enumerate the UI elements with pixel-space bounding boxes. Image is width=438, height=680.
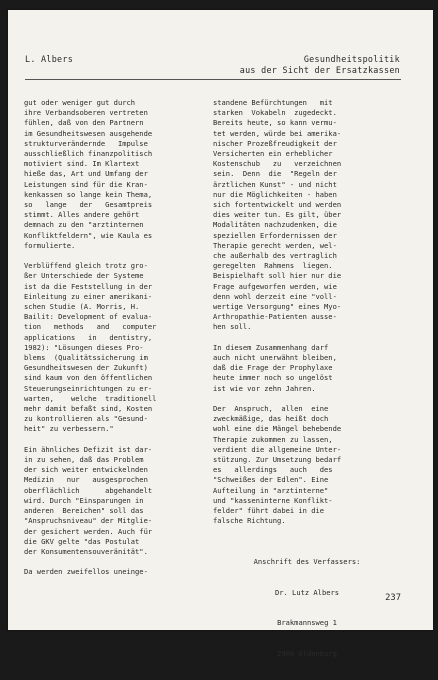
page-number: 237 [385, 593, 401, 603]
address-city: 2900 Oldenburg [277, 648, 337, 658]
address-street: Brakmannsweg 1 [277, 618, 337, 628]
document-page [8, 10, 433, 658]
running-header-title-line2: aus der Sicht der Ersatzkassen [239, 64, 400, 75]
paragraph: gut oder weniger gut durch ihre Verbandsoberen vertreten fühlen, daß von den Partnern im Gesundheitswesen ausgehende strukturverändernde Impulse ausschließlich finanzpolitisch motiviert sind. Im Klartext hieße das, Art und Umfang der Leistungen sind für die Kran- kenkassen so lange kein Thema, so lange der Gesamtpreis stimmt. Alles andere gehört demnach zu den "arztinternen Konfliktfeldern", wie Kaula es formulierte. [24, 98, 153, 250]
running-header-author: L. Albers [25, 54, 74, 64]
paragraph: Da werden zweifellos uneinge- [24, 567, 148, 577]
address-name: Dr. Lutz Albers [274, 587, 340, 597]
address-heading: Anschrift des Verfassers: [253, 557, 361, 567]
paragraph: Der Anspruch, allen eine zweckmäßige, das heißt doch wohl eine die Mängel behebende Therapie zukommen zu lassen, verdient die allgemeine Unter- stützung. Zur Umsetzung bedarf es allerdings auch des "Schweißes der Edlen". Eine Aufteilung in "arztinterne" und "kasseninterne Konflikt- felder" führt dabei in die falsche Richtung. [213, 404, 342, 526]
running-header-title-line1: Gesundheitspolitik [303, 54, 400, 64]
right-column [213, 98, 401, 680]
header-rule [25, 79, 401, 80]
paragraph: Verblüffend gleich trotz gro- ßer Unterschiede der Systeme ist da die Feststellung in der Einleitung zu einer amerikani- schen Studie (A. Morris, H. Bailit: Development of evalua- tion methods and computer applications in dentistry, 1982): "Lösungen dieses Pro- blems (Qualitätssicherung im Gesundheitswesen der Zukunft) sind kaum von den öffentlichen Steuerungseinrichtungen zu er- warten, welche traditionell mehr damit befaßt sind, Kosten zu kontrollieren als "Gesund- heit" zu verbessern." [24, 261, 157, 434]
author-address [213, 537, 401, 680]
paragraph: Ein ähnliches Defizit ist dar- in zu sehen, daß das Problem der sich weiter entwickelnden Medizin nur ausgesprochen oberflächlich abgehandelt wird. Durch "Einsparungen in anderen Bereichen" soll das "Anspruchsniveau" der Mitglie- der gesichert werden. Auch für die GKV gelte "das Postulat der Konsumentensouveränität". [24, 444, 153, 556]
running-header-title [240, 54, 400, 75]
left-column [24, 98, 212, 588]
paragraph: In diesem Zusammenhang darf auch nicht unerwähnt bleiben, daß die Frage der Prophylaxe heute immer noch so ungelöst ist wie vor zehn Jahren. [213, 342, 337, 393]
paragraph: standene Befürchtungen mit starken Vokabeln zugedeckt. Bereits heute, so kann vermu- tet werden, würde bei amerika- nischer Prozeßfreudigkeit der Versicherten ein erheblicher Kostenschub zu verzeichnen sein. Denn die "Regeln der ärztlichen Kunst" - und nicht nur die Möglichkeiten - haben sich fortentwickelt und werden dies weiter tun. Es gilt, über Modalitäten nachzudenken, die speziellen Erfordernissen der Therapie gerecht werden, wel- che außerhalb des vertraglich geregelten Rahmens liegen. Beispielhaft soll hier nur die Frage aufgeworfen werden, wie denn wohl derzeit eine "voll- wertige Versorgung" eines Myo- Arthropathie-Patienten ausse- hen soll. [213, 98, 342, 332]
